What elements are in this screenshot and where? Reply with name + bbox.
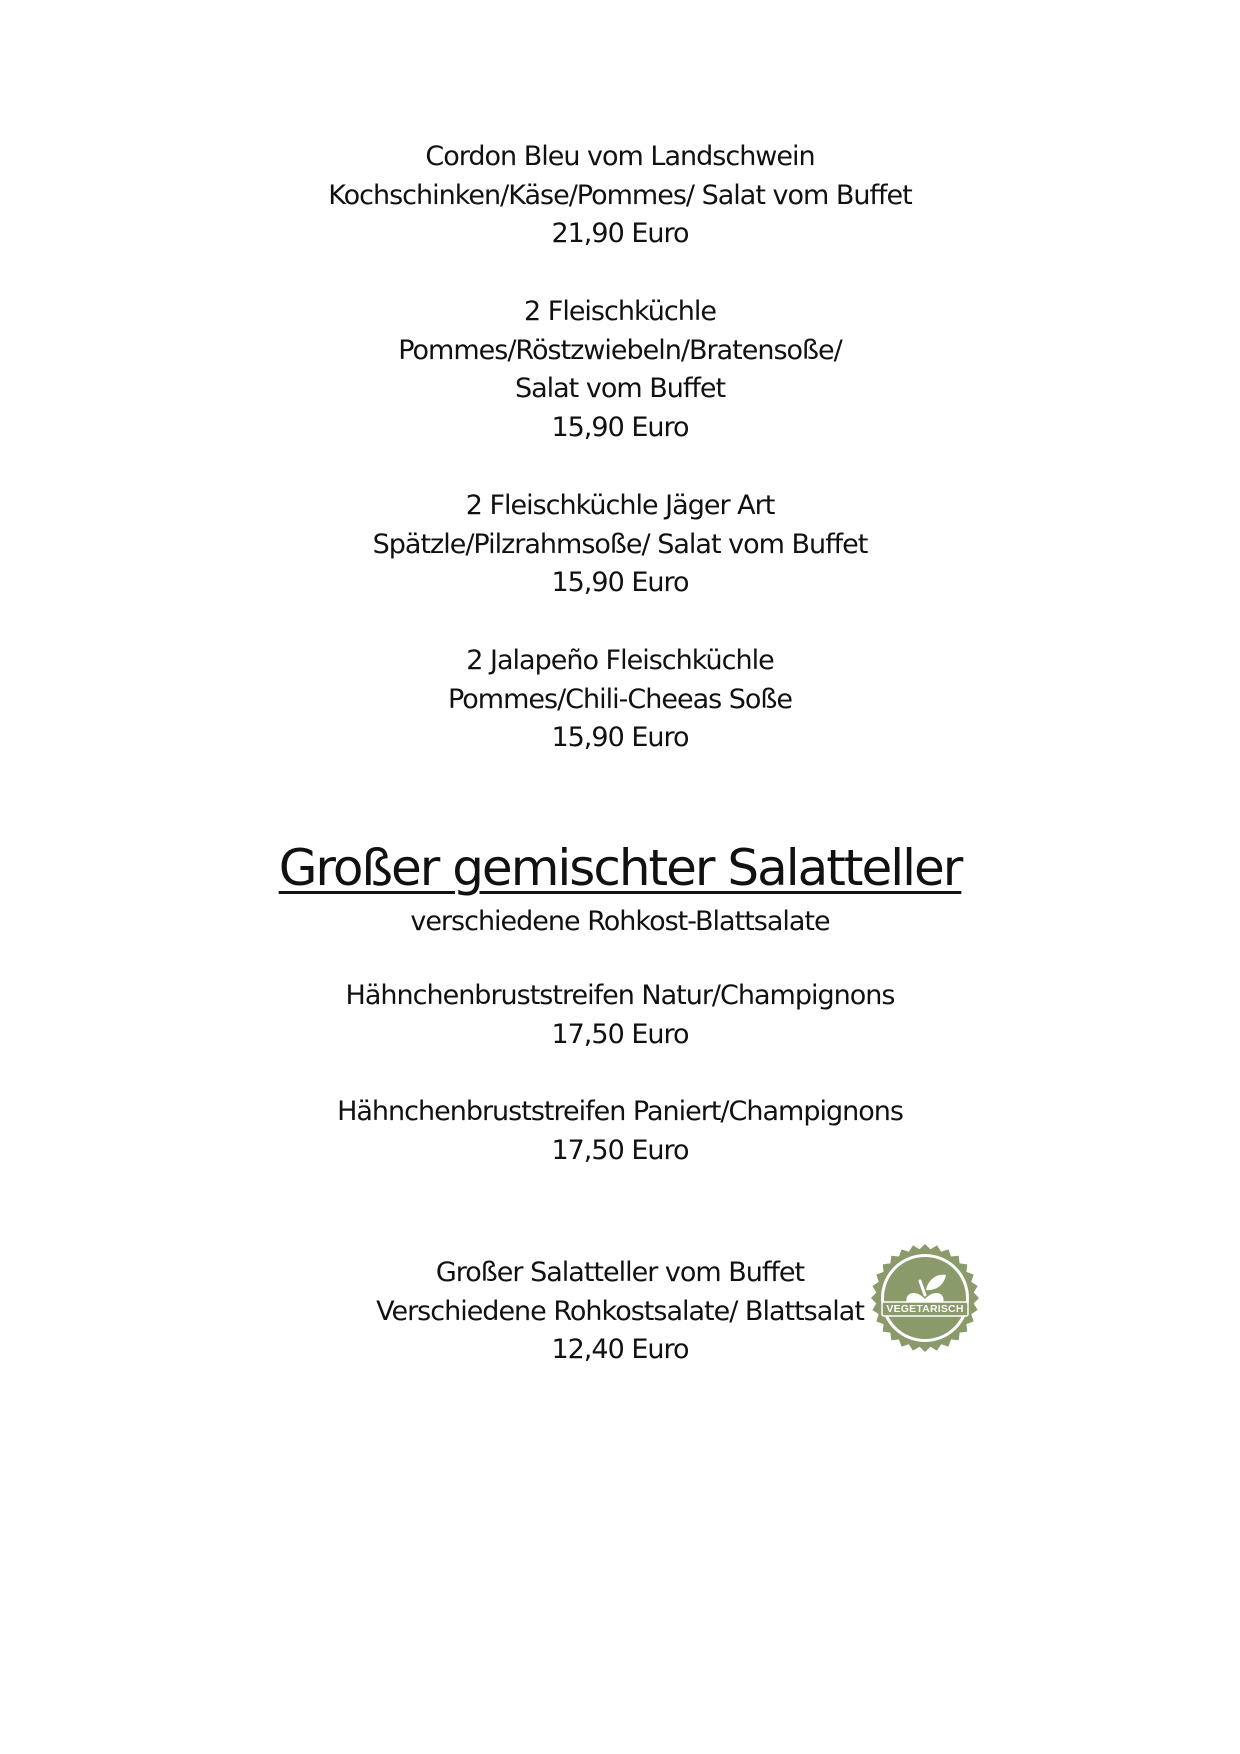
menu-item-haehnchen-natur	[0, 977, 1240, 1054]
section-title: Großer gemischter Salatteller	[278, 839, 962, 897]
dish-description: Kochschinken/Käse/Pommes/ Salat vom Buffet	[328, 179, 912, 211]
dish-description: Verschiedene Rohkostsalate/ Blattsalat	[376, 1295, 864, 1327]
dish-price: 15,90 Euro	[551, 567, 689, 598]
dish-name: Hähnchenbruststreifen Paniert/Champignons	[337, 1096, 903, 1127]
menu-item-salatteller-buffet	[0, 1254, 1240, 1370]
vegetarian-seal-icon	[870, 1243, 980, 1353]
dish-name: 2 Jalapeño Fleischküchle	[466, 645, 774, 676]
dish-description: Pommes/Chili-Cheeas Soße	[447, 683, 793, 715]
menu-item-haehnchen-paniert	[0, 1093, 1240, 1170]
dish-price: 15,90 Euro	[551, 722, 689, 753]
dish-description: Pommes/Röstzwiebeln/Bratensoße/	[398, 334, 842, 366]
dish-price: 17,50 Euro	[551, 1018, 689, 1050]
dish-price: 12,40 Euro	[551, 1334, 689, 1365]
dish-price: 21,90 Euro	[551, 218, 689, 249]
dish-price: 17,50 Euro	[551, 1134, 689, 1166]
dish-description: Spätzle/Pilzrahmsoße/ Salat vom Buffet	[372, 528, 868, 560]
dish-name: Hähnchenbruststreifen Natur/Champignons	[345, 980, 895, 1011]
seal-inner-disc	[884, 1257, 966, 1339]
dish-name: Großer Salatteller vom Buffet	[435, 1257, 805, 1288]
vegetarian-badge	[870, 1243, 980, 1353]
dish-name: 2 Fleischküchle	[524, 296, 716, 327]
dish-name: Cordon Bleu vom Landschwein	[425, 141, 815, 172]
section-subtitle: verschiedene Rohkost-Blattsalate	[410, 906, 830, 937]
menu-item-fleischkuechle-jaeger	[0, 487, 1240, 603]
dish-name: 2 Fleischküchle Jäger Art	[465, 490, 775, 521]
menu-item-jalapeno-fleischkuechle	[0, 642, 1240, 758]
badge-label: VEGETARISCH	[886, 1303, 964, 1315]
dish-description: Salat vom Buffet	[514, 373, 726, 404]
dish-price: 15,90 Euro	[551, 411, 689, 443]
menu-item-cordon-bleu	[0, 138, 1240, 254]
menu-item-fleischkuechle	[0, 293, 1240, 447]
